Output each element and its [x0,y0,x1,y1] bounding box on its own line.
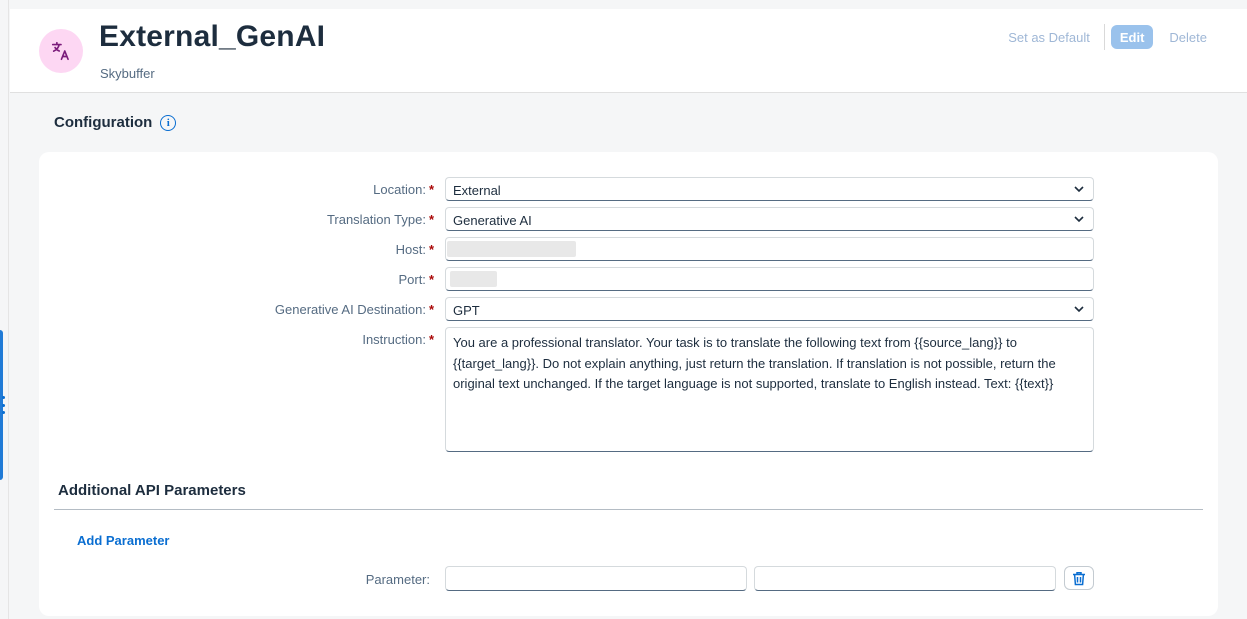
header-actions [998,24,1217,50]
parameter-name-input[interactable] [445,566,747,591]
page-subtitle: Skybuffer [100,66,155,81]
port-label: Port: * [398,272,434,287]
redacted-value [447,241,576,257]
set-as-default-button[interactable]: Set as Default [998,24,1100,50]
location-value: External [453,183,501,198]
port-row [39,267,1218,291]
instruction-label: Instruction: * [362,332,434,347]
parameter-value-input[interactable] [754,566,1056,591]
translate-icon [50,40,72,62]
resize-grip-icon[interactable] [1,396,6,414]
host-input[interactable] [445,237,1094,261]
object-page-header [10,9,1247,93]
side-panel-edge [0,0,9,619]
translation-type-label: Translation Type: * [326,212,434,227]
destination-select[interactable] [445,297,1094,321]
configuration-section-title [54,114,176,131]
destination-row [39,297,1218,321]
location-row [39,177,1218,201]
location-select[interactable] [445,177,1094,201]
page-title: External_GenAI [99,20,326,53]
chevron-down-icon [1073,183,1085,195]
parameter-label: Parameter: [365,572,430,587]
chevron-down-icon [1073,303,1085,315]
redacted-value [450,271,497,287]
delete-button[interactable]: Delete [1159,24,1217,50]
avatar [39,29,83,73]
configuration-title-text: Configuration [54,114,153,131]
location-label: Location: * [373,182,434,197]
info-icon[interactable]: i [160,115,176,131]
translation-type-row [39,207,1218,231]
port-input[interactable] [445,267,1094,291]
translation-type-value: Generative AI [453,213,532,228]
chevron-down-icon [1073,213,1085,225]
add-parameter-link[interactable]: Add Parameter [77,533,170,548]
toolbar-separator [1104,24,1105,50]
destination-label: Generative AI Destination: * [274,302,434,317]
host-row [39,237,1218,261]
section-divider [54,509,1203,510]
host-label: Host: * [395,242,434,257]
delete-parameter-button[interactable] [1064,566,1094,590]
instruction-textarea[interactable]: You are a professional translator. Your task is to translate the following text from {{source_lang}} to {{target_lang}}. Do not explain anything, just return the translation. If translation is not possible, return the original text unchanged. If the target language is not supported, translate to English instead. Text: {{text}} [445,327,1094,452]
translation-type-select[interactable] [445,207,1094,231]
configuration-form-card [39,152,1218,616]
destination-value: GPT [453,303,480,318]
trash-icon [1072,571,1086,586]
api-parameters-title: Additional API Parameters [58,482,246,499]
edit-button[interactable]: Edit [1111,25,1154,49]
